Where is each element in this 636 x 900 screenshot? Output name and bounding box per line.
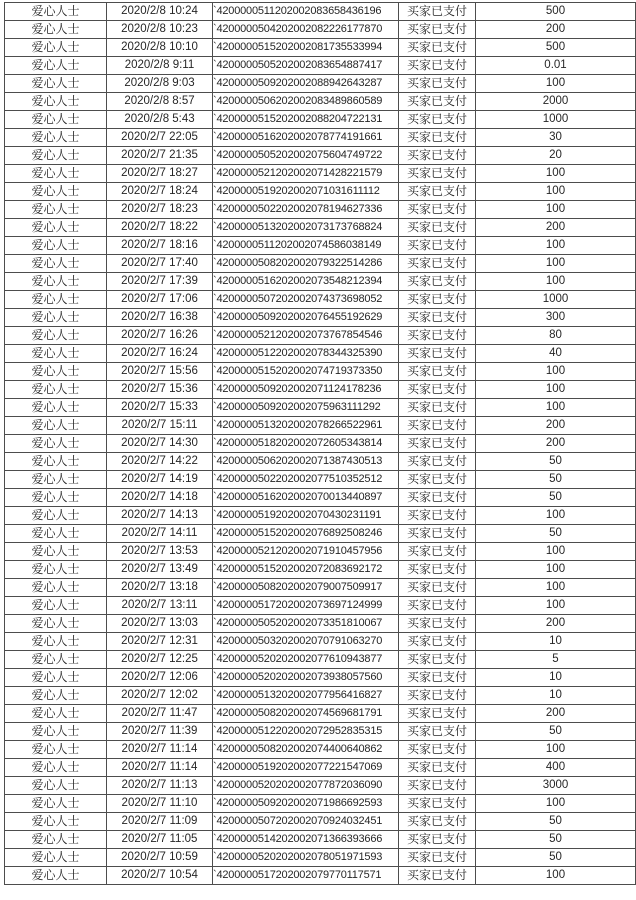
cell-status: 买家已支付: [399, 363, 476, 381]
cell-status: 买家已支付: [399, 21, 476, 39]
cell-datetime: 2020/2/7 14:19: [107, 471, 213, 489]
cell-amount: 100: [476, 741, 636, 759]
cell-amount: 0.01: [476, 57, 636, 75]
cell-amount: 20: [476, 147, 636, 165]
cell-transaction-id: `4200000519202002077221547069: [213, 759, 399, 777]
cell-donor: 爱心人士: [5, 165, 107, 183]
table-row: [5, 543, 636, 561]
table-row: [5, 507, 636, 525]
table-row: [5, 345, 636, 363]
cell-amount: 100: [476, 561, 636, 579]
cell-transaction-id: `4200000509202002076455192629: [213, 309, 399, 327]
cell-status: 买家已支付: [399, 147, 476, 165]
cell-transaction-id: `4200000508202002074400640862: [213, 741, 399, 759]
cell-datetime: 2020/2/7 13:18: [107, 579, 213, 597]
cell-transaction-id: `4200000509202002075963111292: [213, 399, 399, 417]
cell-transaction-id: `4200000502202002077510352512: [213, 471, 399, 489]
cell-donor: 爱心人士: [5, 381, 107, 399]
table-row: [5, 723, 636, 741]
table-row: [5, 129, 636, 147]
table-row: [5, 21, 636, 39]
table-row: [5, 849, 636, 867]
cell-donor: 爱心人士: [5, 831, 107, 849]
cell-amount: 100: [476, 75, 636, 93]
cell-transaction-id: `4200000511202002074586038149: [213, 237, 399, 255]
cell-amount: 10: [476, 687, 636, 705]
table-row: [5, 741, 636, 759]
cell-amount: 100: [476, 273, 636, 291]
cell-donor: 爱心人士: [5, 309, 107, 327]
cell-status: 买家已支付: [399, 507, 476, 525]
table-row: [5, 651, 636, 669]
cell-status: 买家已支付: [399, 813, 476, 831]
cell-datetime: 2020/2/7 16:26: [107, 327, 213, 345]
cell-donor: 爱心人士: [5, 705, 107, 723]
cell-transaction-id: `4200000520202002077610943877: [213, 651, 399, 669]
cell-datetime: 2020/2/7 10:54: [107, 867, 213, 885]
table-row: [5, 201, 636, 219]
cell-donor: 爱心人士: [5, 723, 107, 741]
cell-amount: 100: [476, 381, 636, 399]
cell-donor: 爱心人士: [5, 651, 107, 669]
cell-datetime: 2020/2/7 12:06: [107, 669, 213, 687]
cell-status: 买家已支付: [399, 309, 476, 327]
table-row: [5, 417, 636, 435]
cell-donor: 爱心人士: [5, 147, 107, 165]
cell-donor: 爱心人士: [5, 561, 107, 579]
cell-transaction-id: `4200000509202002088942643287: [213, 75, 399, 93]
cell-amount: 30: [476, 129, 636, 147]
cell-datetime: 2020/2/7 14:22: [107, 453, 213, 471]
cell-donor: 爱心人士: [5, 111, 107, 129]
cell-status: 买家已支付: [399, 687, 476, 705]
cell-transaction-id: `4200000515202002076892508246: [213, 525, 399, 543]
cell-transaction-id: `4200000508202002074569681791: [213, 705, 399, 723]
cell-datetime: 2020/2/7 11:14: [107, 741, 213, 759]
cell-donor: 爱心人士: [5, 867, 107, 885]
cell-donor: 爱心人士: [5, 489, 107, 507]
cell-datetime: 2020/2/7 15:56: [107, 363, 213, 381]
cell-amount: 1000: [476, 111, 636, 129]
cell-amount: 100: [476, 399, 636, 417]
cell-transaction-id: `4200000507202002074373698052: [213, 291, 399, 309]
cell-amount: 100: [476, 165, 636, 183]
cell-amount: 50: [476, 471, 636, 489]
cell-transaction-id: `4200000505202002083654887417: [213, 57, 399, 75]
cell-datetime: 2020/2/7 10:59: [107, 849, 213, 867]
cell-transaction-id: `4200000508202002079007509917: [213, 579, 399, 597]
cell-donor: 爱心人士: [5, 345, 107, 363]
cell-datetime: 2020/2/7 18:23: [107, 201, 213, 219]
table-row: [5, 795, 636, 813]
cell-transaction-id: `4200000507202002070924032451: [213, 813, 399, 831]
cell-status: 买家已支付: [399, 705, 476, 723]
table-row: [5, 237, 636, 255]
cell-datetime: 2020/2/8 10:23: [107, 21, 213, 39]
cell-donor: 爱心人士: [5, 687, 107, 705]
cell-status: 买家已支付: [399, 651, 476, 669]
table-row: [5, 669, 636, 687]
cell-transaction-id: `4200000505202002073351810067: [213, 615, 399, 633]
cell-status: 买家已支付: [399, 93, 476, 111]
cell-transaction-id: `4200000513202002077956416827: [213, 687, 399, 705]
cell-status: 买家已支付: [399, 255, 476, 273]
cell-amount: 100: [476, 201, 636, 219]
cell-status: 买家已支付: [399, 579, 476, 597]
cell-donor: 爱心人士: [5, 39, 107, 57]
cell-amount: 50: [476, 723, 636, 741]
cell-status: 买家已支付: [399, 39, 476, 57]
cell-status: 买家已支付: [399, 741, 476, 759]
cell-datetime: 2020/2/7 11:09: [107, 813, 213, 831]
cell-transaction-id: `4200000515202002081735533994: [213, 39, 399, 57]
cell-transaction-id: `4200000503202002070791063270: [213, 633, 399, 651]
cell-status: 买家已支付: [399, 867, 476, 885]
table-row: [5, 93, 636, 111]
cell-datetime: 2020/2/7 14:18: [107, 489, 213, 507]
table-row: [5, 867, 636, 885]
table-row: [5, 327, 636, 345]
cell-transaction-id: `4200000513202002073173768824: [213, 219, 399, 237]
cell-datetime: 2020/2/7 16:24: [107, 345, 213, 363]
table-row: [5, 705, 636, 723]
cell-status: 买家已支付: [399, 471, 476, 489]
cell-donor: 爱心人士: [5, 813, 107, 831]
cell-transaction-id: `4200000511202002083658436196: [213, 3, 399, 21]
cell-amount: 500: [476, 39, 636, 57]
cell-datetime: 2020/2/7 18:22: [107, 219, 213, 237]
cell-donor: 爱心人士: [5, 795, 107, 813]
table-row: [5, 111, 636, 129]
cell-amount: 300: [476, 309, 636, 327]
cell-donor: 爱心人士: [5, 597, 107, 615]
cell-status: 买家已支付: [399, 111, 476, 129]
cell-datetime: 2020/2/7 17:40: [107, 255, 213, 273]
cell-transaction-id: `4200000515202002074719373350: [213, 363, 399, 381]
cell-datetime: 2020/2/7 14:30: [107, 435, 213, 453]
table-row: [5, 777, 636, 795]
cell-amount: 100: [476, 867, 636, 885]
table-row: [5, 381, 636, 399]
cell-status: 买家已支付: [399, 525, 476, 543]
cell-donor: 爱心人士: [5, 543, 107, 561]
cell-amount: 200: [476, 219, 636, 237]
cell-datetime: 2020/2/7 21:35: [107, 147, 213, 165]
cell-transaction-id: `4200000521202002071910457956: [213, 543, 399, 561]
cell-status: 买家已支付: [399, 489, 476, 507]
cell-datetime: 2020/2/7 17:06: [107, 291, 213, 309]
cell-transaction-id: `4200000520202002073938057560: [213, 669, 399, 687]
cell-amount: 100: [476, 237, 636, 255]
cell-status: 买家已支付: [399, 849, 476, 867]
table-row: [5, 471, 636, 489]
cell-status: 买家已支付: [399, 129, 476, 147]
cell-transaction-id: `4200000504202002082226177870: [213, 21, 399, 39]
table-row: [5, 615, 636, 633]
cell-status: 买家已支付: [399, 435, 476, 453]
cell-status: 买家已支付: [399, 597, 476, 615]
cell-amount: 200: [476, 435, 636, 453]
cell-donor: 爱心人士: [5, 471, 107, 489]
table-row: [5, 813, 636, 831]
cell-transaction-id: `4200000519202002071031611112: [213, 183, 399, 201]
cell-donor: 爱心人士: [5, 21, 107, 39]
table-row: [5, 561, 636, 579]
cell-donor: 爱心人士: [5, 363, 107, 381]
cell-status: 买家已支付: [399, 777, 476, 795]
cell-datetime: 2020/2/8 5:43: [107, 111, 213, 129]
cell-amount: 100: [476, 363, 636, 381]
cell-transaction-id: `4200000506202002071387430513: [213, 453, 399, 471]
cell-donor: 爱心人士: [5, 201, 107, 219]
cell-amount: 3000: [476, 777, 636, 795]
table-row: [5, 363, 636, 381]
cell-datetime: 2020/2/7 15:36: [107, 381, 213, 399]
cell-transaction-id: `4200000516202002073548212394: [213, 273, 399, 291]
cell-transaction-id: `4200000519202002070430231191: [213, 507, 399, 525]
cell-donor: 爱心人士: [5, 75, 107, 93]
table-row: [5, 759, 636, 777]
cell-transaction-id: `4200000520202002078051971593: [213, 849, 399, 867]
table-row: [5, 273, 636, 291]
cell-transaction-id: `4200000512202002078344325390: [213, 345, 399, 363]
cell-transaction-id: `4200000518202002072605343814: [213, 435, 399, 453]
cell-amount: 100: [476, 543, 636, 561]
table-row: [5, 435, 636, 453]
cell-donor: 爱心人士: [5, 507, 107, 525]
cell-status: 买家已支付: [399, 417, 476, 435]
table-row: [5, 219, 636, 237]
cell-datetime: 2020/2/8 10:10: [107, 39, 213, 57]
cell-status: 买家已支付: [399, 669, 476, 687]
cell-amount: 200: [476, 705, 636, 723]
cell-transaction-id: `4200000516202002070013440897: [213, 489, 399, 507]
table-row: [5, 183, 636, 201]
cell-amount: 200: [476, 21, 636, 39]
table-row: [5, 453, 636, 471]
cell-donor: 爱心人士: [5, 849, 107, 867]
cell-transaction-id: `4200000515202002072083692172: [213, 561, 399, 579]
cell-donor: 爱心人士: [5, 633, 107, 651]
cell-donor: 爱心人士: [5, 579, 107, 597]
cell-status: 买家已支付: [399, 381, 476, 399]
cell-amount: 10: [476, 633, 636, 651]
cell-status: 买家已支付: [399, 543, 476, 561]
cell-transaction-id: `4200000509202002071124178236: [213, 381, 399, 399]
cell-transaction-id: `4200000517202002079770117571: [213, 867, 399, 885]
cell-datetime: 2020/2/7 17:39: [107, 273, 213, 291]
cell-amount: 80: [476, 327, 636, 345]
cell-amount: 10: [476, 669, 636, 687]
table-row: [5, 3, 636, 21]
cell-amount: 100: [476, 255, 636, 273]
cell-transaction-id: `4200000517202002073697124999: [213, 597, 399, 615]
table-row: [5, 255, 636, 273]
cell-amount: 400: [476, 759, 636, 777]
cell-datetime: 2020/2/7 13:03: [107, 615, 213, 633]
cell-datetime: 2020/2/7 18:24: [107, 183, 213, 201]
cell-donor: 爱心人士: [5, 399, 107, 417]
cell-status: 买家已支付: [399, 201, 476, 219]
cell-amount: 100: [476, 579, 636, 597]
cell-status: 买家已支付: [399, 759, 476, 777]
cell-amount: 40: [476, 345, 636, 363]
cell-status: 买家已支付: [399, 795, 476, 813]
cell-donor: 爱心人士: [5, 237, 107, 255]
cell-donor: 爱心人士: [5, 93, 107, 111]
cell-datetime: 2020/2/7 13:53: [107, 543, 213, 561]
cell-status: 买家已支付: [399, 75, 476, 93]
cell-amount: 50: [476, 525, 636, 543]
cell-amount: 500: [476, 3, 636, 21]
table-row: [5, 147, 636, 165]
cell-status: 买家已支付: [399, 399, 476, 417]
table-row: [5, 399, 636, 417]
cell-transaction-id: `4200000508202002079322514286: [213, 255, 399, 273]
table-row: [5, 831, 636, 849]
table-row: [5, 687, 636, 705]
cell-amount: 100: [476, 597, 636, 615]
cell-datetime: 2020/2/7 11:10: [107, 795, 213, 813]
cell-status: 买家已支付: [399, 561, 476, 579]
table-row: [5, 633, 636, 651]
cell-donor: 爱心人士: [5, 3, 107, 21]
cell-transaction-id: `4200000502202002078194627336: [213, 201, 399, 219]
cell-donor: 爱心人士: [5, 417, 107, 435]
cell-status: 买家已支付: [399, 219, 476, 237]
cell-transaction-id: `4200000505202002075604749722: [213, 147, 399, 165]
cell-amount: 2000: [476, 93, 636, 111]
cell-amount: 50: [476, 831, 636, 849]
cell-datetime: 2020/2/7 12:31: [107, 633, 213, 651]
cell-status: 买家已支付: [399, 327, 476, 345]
cell-transaction-id: `4200000509202002071986692593: [213, 795, 399, 813]
cell-transaction-id: `4200000521202002073767854546: [213, 327, 399, 345]
cell-amount: 200: [476, 417, 636, 435]
cell-datetime: 2020/2/7 11:14: [107, 759, 213, 777]
cell-status: 买家已支付: [399, 237, 476, 255]
cell-datetime: 2020/2/7 13:49: [107, 561, 213, 579]
table-row: [5, 309, 636, 327]
table-row: [5, 525, 636, 543]
table-row: [5, 39, 636, 57]
cell-status: 买家已支付: [399, 3, 476, 21]
cell-datetime: 2020/2/7 14:13: [107, 507, 213, 525]
cell-datetime: 2020/2/7 11:13: [107, 777, 213, 795]
cell-datetime: 2020/2/7 12:25: [107, 651, 213, 669]
donation-table: [4, 2, 636, 885]
cell-donor: 爱心人士: [5, 759, 107, 777]
cell-donor: 爱心人士: [5, 57, 107, 75]
cell-datetime: 2020/2/7 15:33: [107, 399, 213, 417]
table-row: [5, 57, 636, 75]
cell-transaction-id: `4200000512202002072952835315: [213, 723, 399, 741]
cell-donor: 爱心人士: [5, 327, 107, 345]
cell-status: 买家已支付: [399, 57, 476, 75]
cell-datetime: 2020/2/7 16:38: [107, 309, 213, 327]
cell-datetime: 2020/2/7 11:05: [107, 831, 213, 849]
table-row: [5, 597, 636, 615]
cell-donor: 爱心人士: [5, 453, 107, 471]
cell-datetime: 2020/2/8 10:24: [107, 3, 213, 21]
cell-transaction-id: `4200000520202002077872036090: [213, 777, 399, 795]
cell-amount: 50: [476, 813, 636, 831]
cell-donor: 爱心人士: [5, 183, 107, 201]
cell-amount: 50: [476, 849, 636, 867]
cell-status: 买家已支付: [399, 615, 476, 633]
cell-status: 买家已支付: [399, 723, 476, 741]
table-row: [5, 165, 636, 183]
table-row: [5, 489, 636, 507]
cell-transaction-id: `4200000516202002078774191661: [213, 129, 399, 147]
cell-donor: 爱心人士: [5, 219, 107, 237]
cell-datetime: 2020/2/8 8:57: [107, 93, 213, 111]
cell-datetime: 2020/2/7 12:02: [107, 687, 213, 705]
cell-amount: 200: [476, 615, 636, 633]
table-row: [5, 291, 636, 309]
cell-status: 买家已支付: [399, 633, 476, 651]
cell-datetime: 2020/2/7 13:11: [107, 597, 213, 615]
cell-donor: 爱心人士: [5, 273, 107, 291]
cell-donor: 爱心人士: [5, 741, 107, 759]
table-body: [5, 3, 636, 885]
cell-status: 买家已支付: [399, 291, 476, 309]
cell-datetime: 2020/2/7 18:27: [107, 165, 213, 183]
cell-transaction-id: `4200000521202002071428221579: [213, 165, 399, 183]
cell-datetime: 2020/2/7 14:11: [107, 525, 213, 543]
cell-transaction-id: `4200000513202002078266522961: [213, 417, 399, 435]
cell-donor: 爱心人士: [5, 291, 107, 309]
table-row: [5, 75, 636, 93]
cell-datetime: 2020/2/8 9:11: [107, 57, 213, 75]
cell-transaction-id: `4200000515202002088204722131: [213, 111, 399, 129]
cell-donor: 爱心人士: [5, 129, 107, 147]
cell-status: 买家已支付: [399, 273, 476, 291]
cell-datetime: 2020/2/7 18:16: [107, 237, 213, 255]
cell-datetime: 2020/2/7 11:47: [107, 705, 213, 723]
cell-status: 买家已支付: [399, 453, 476, 471]
cell-datetime: 2020/2/7 15:11: [107, 417, 213, 435]
cell-amount: 100: [476, 795, 636, 813]
cell-donor: 爱心人士: [5, 255, 107, 273]
cell-status: 买家已支付: [399, 165, 476, 183]
cell-status: 买家已支付: [399, 183, 476, 201]
cell-datetime: 2020/2/7 11:39: [107, 723, 213, 741]
cell-datetime: 2020/2/8 9:03: [107, 75, 213, 93]
cell-donor: 爱心人士: [5, 435, 107, 453]
cell-amount: 100: [476, 507, 636, 525]
cell-transaction-id: `4200000514202002071366393666: [213, 831, 399, 849]
cell-donor: 爱心人士: [5, 777, 107, 795]
cell-donor: 爱心人士: [5, 615, 107, 633]
cell-transaction-id: `4200000506202002083489860589: [213, 93, 399, 111]
cell-amount: 50: [476, 489, 636, 507]
table-row: [5, 579, 636, 597]
cell-donor: 爱心人士: [5, 525, 107, 543]
cell-status: 买家已支付: [399, 345, 476, 363]
cell-amount: 100: [476, 183, 636, 201]
cell-amount: 5: [476, 651, 636, 669]
cell-donor: 爱心人士: [5, 669, 107, 687]
cell-datetime: 2020/2/7 22:05: [107, 129, 213, 147]
cell-status: 买家已支付: [399, 831, 476, 849]
cell-amount: 50: [476, 453, 636, 471]
cell-amount: 1000: [476, 291, 636, 309]
